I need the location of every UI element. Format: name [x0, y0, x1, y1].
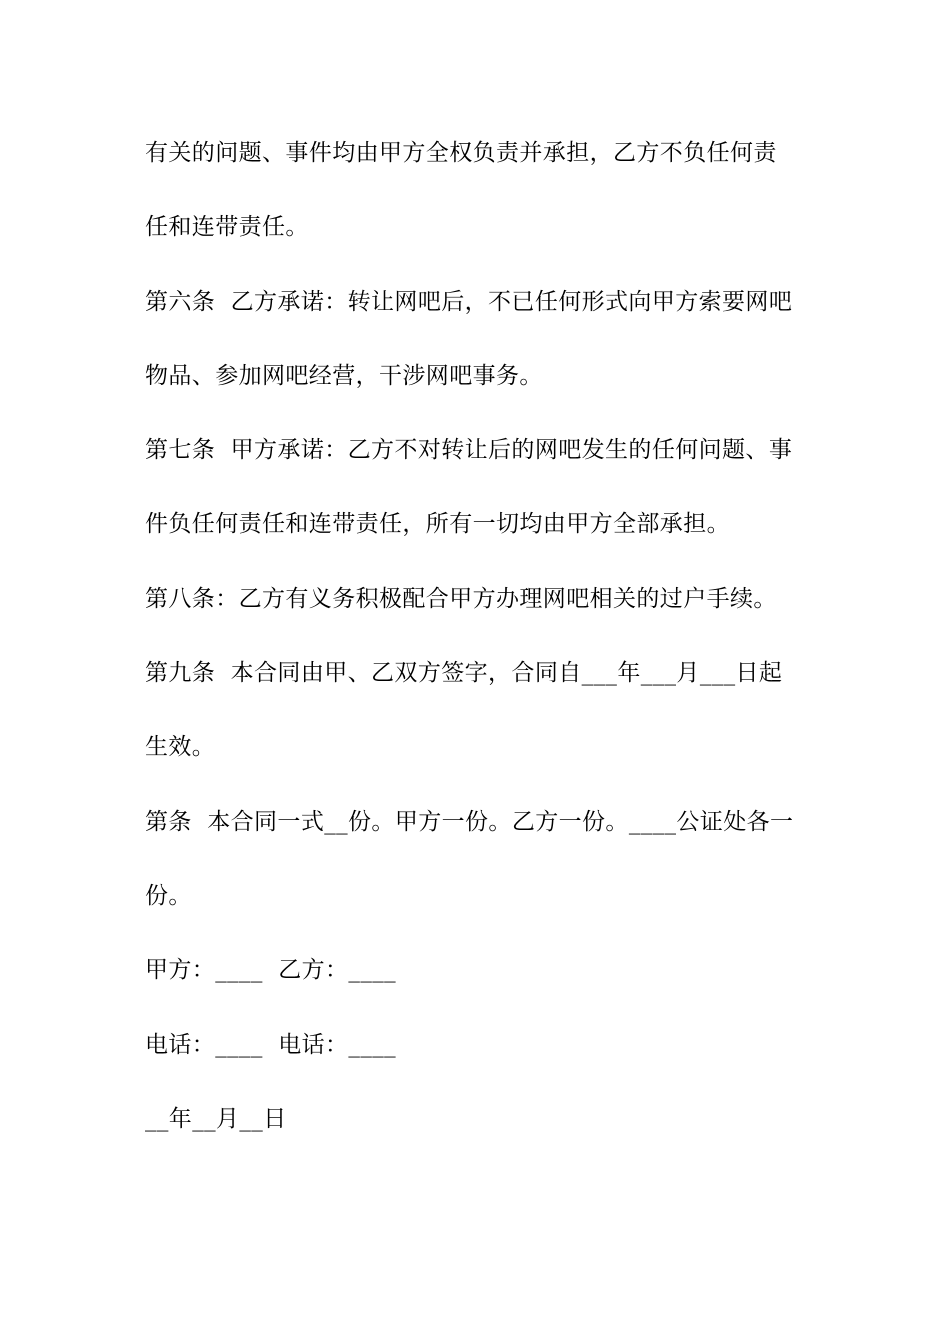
article-7-line-1: 第七条 甲方承诺：乙方不对转让后的网吧发生的任何问题、事 [145, 437, 793, 463]
party-signature-line: 甲方：____ 乙方：____ [145, 957, 397, 983]
article-10-line-2: 份。 [145, 883, 192, 909]
article-6-line-1: 第六条 乙方承诺：转让网吧后，不已任何形式向甲方索要网吧 [145, 289, 793, 315]
article-7-line-2: 件负任何责任和连带责任，所有一切均由甲方全部承担。 [145, 511, 730, 537]
article-9-line-2: 生效。 [145, 734, 216, 760]
article-10-line-1: 第条 本合同一式__份。甲方一份。乙方一份。____公证处各一 [145, 809, 794, 835]
date-line: __年__月__日 [145, 1106, 287, 1132]
article-6-line-2: 物品、参加网吧经营，干涉网吧事务。 [145, 363, 543, 389]
article-9-line-1: 第九条 本合同由甲、乙双方签字，合同自___年___月___日起 [145, 660, 783, 686]
phone-line: 电话：____ 电话：____ [145, 1032, 397, 1058]
contract-text-line-2: 任和连带责任。 [145, 214, 309, 240]
article-8-line-1: 第八条：乙方有义务积极配合甲方办理网吧相关的过户手续。 [145, 586, 777, 612]
contract-text-line-1: 有关的问题、事件均由甲方全权负责并承担，乙方不负任何责 [145, 140, 777, 166]
